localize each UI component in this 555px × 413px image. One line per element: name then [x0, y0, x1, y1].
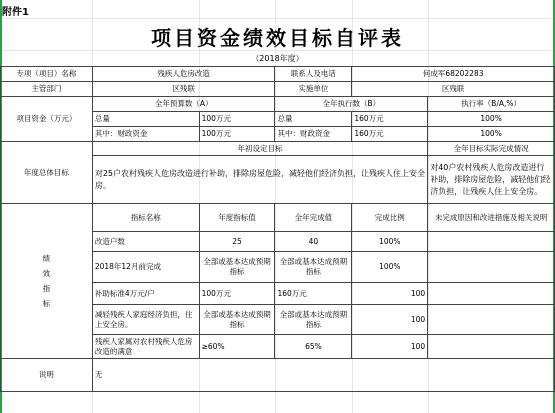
indicator-target[interactable]: 25 [199, 232, 275, 252]
exec-total-value[interactable]: 160万元 [352, 112, 428, 127]
indicator-name: 补助标准4万元/户 [92, 283, 199, 305]
col-reason-header: 未完成原因和改进措施及相关说明 [428, 204, 555, 232]
indicator-ratio[interactable]: 100 [352, 283, 428, 305]
remark-value[interactable]: 无 [92, 359, 554, 392]
indicator-name: 2018年12月前完成 [92, 252, 199, 283]
col-ratio-header: 完成比例 [352, 204, 428, 232]
indicator-target[interactable]: 全部或基本达成预期指标 [199, 305, 275, 335]
indicator-done[interactable]: 160万元 [275, 283, 352, 305]
exec-fiscal-label: 其中：财政资金 [275, 127, 352, 142]
rate-header: 执行率（B/A,%） [428, 97, 555, 112]
indicator-done[interactable]: 全部或基本达成预期指标 [275, 305, 352, 335]
annual-goal-label: 年度总体目标 [1, 142, 93, 204]
indicator-done[interactable]: 65% [275, 335, 352, 359]
funds-label: 项目资金（万元） [1, 97, 93, 142]
indicators-label-text: 绩效指标 [42, 254, 51, 308]
indicator-reason[interactable] [428, 305, 555, 335]
indicator-ratio[interactable]: 100% [352, 252, 428, 283]
impl-unit-value[interactable]: 区残联 [352, 82, 555, 97]
indicator-target[interactable]: 100万元 [199, 283, 275, 305]
impl-unit-label: 实施单位 [275, 82, 352, 97]
budget-fiscal-value[interactable]: 100万元 [199, 127, 275, 142]
page-title: 项目资金绩效目标自评表 [151, 26, 404, 50]
indicator-target[interactable]: ≥60% [199, 335, 275, 359]
budget-header: 全年预算数（A） [92, 97, 275, 112]
indicator-reason[interactable] [428, 252, 555, 283]
indicators-label [1, 204, 93, 359]
project-name-value[interactable]: 残疾人危房改造 [92, 67, 275, 82]
indicator-reason[interactable] [428, 283, 555, 305]
indicator-ratio[interactable]: 100 [352, 305, 428, 335]
indicator-ratio[interactable]: 100% [352, 232, 428, 252]
actual-goal-text[interactable]: 对40户农村残疾人危房改造进行补助，排除房屋危险，减轻他们经济负担，让残疾人住上安全房。 [428, 156, 555, 204]
budget-fiscal-label: 其中：财政资金 [92, 127, 199, 142]
evaluation-table [0, 66, 555, 392]
initial-goal-header: 年初设定目标 [92, 142, 427, 156]
project-name-label: 专项（项目）名称 [1, 67, 93, 82]
exec-fiscal-value[interactable]: 160万元 [352, 127, 428, 142]
indicator-done[interactable]: 40 [275, 232, 352, 252]
budget-total-value[interactable]: 100万元 [199, 112, 275, 127]
dept-label: 主管部门 [1, 82, 93, 97]
col-target-header: 年度指标值 [199, 204, 275, 232]
indicator-name: 残疾人家属对农村残疾人危房改造的满意 [92, 335, 199, 359]
actual-goal-header: 全年目标实际完成情况 [428, 142, 555, 156]
indicator-reason[interactable] [428, 232, 555, 252]
budget-total-label: 总量 [92, 112, 199, 127]
indicator-done[interactable]: 全部或基本达成预期指标 [275, 252, 352, 283]
indicator-name: 减轻残疾人家庭经济负担，住上安全房。 [92, 305, 199, 335]
col-done-header: 全年完成值 [275, 204, 352, 232]
attachment-label: 附件1 [2, 7, 29, 18]
dept-value[interactable]: 区残联 [92, 82, 275, 97]
indicator-reason[interactable] [428, 335, 555, 359]
col-name-header: 指标名称 [92, 204, 199, 232]
exec-header: 全年执行数（B） [275, 97, 428, 112]
rate-total-value[interactable]: 100% [428, 112, 555, 127]
contact-value[interactable]: 何成军68202283 [352, 67, 555, 82]
rate-fiscal-value[interactable]: 100% [428, 127, 555, 142]
contact-label: 联系人及电话 [275, 67, 352, 82]
remark-label: 说明 [1, 359, 93, 392]
indicator-ratio[interactable]: 100 [352, 335, 428, 359]
exec-total-label: 总量 [275, 112, 352, 127]
indicator-name: 改造户数 [92, 232, 199, 252]
report-year: （2018年度） [251, 54, 304, 63]
indicator-target[interactable]: 全部或基本达成预期指标 [199, 252, 275, 283]
initial-goal-text[interactable]: 对25户农村残疾人危房改造进行补助，排除房屋危险，减轻他们经济负担，让残疾人住上安全房。 [92, 156, 427, 204]
